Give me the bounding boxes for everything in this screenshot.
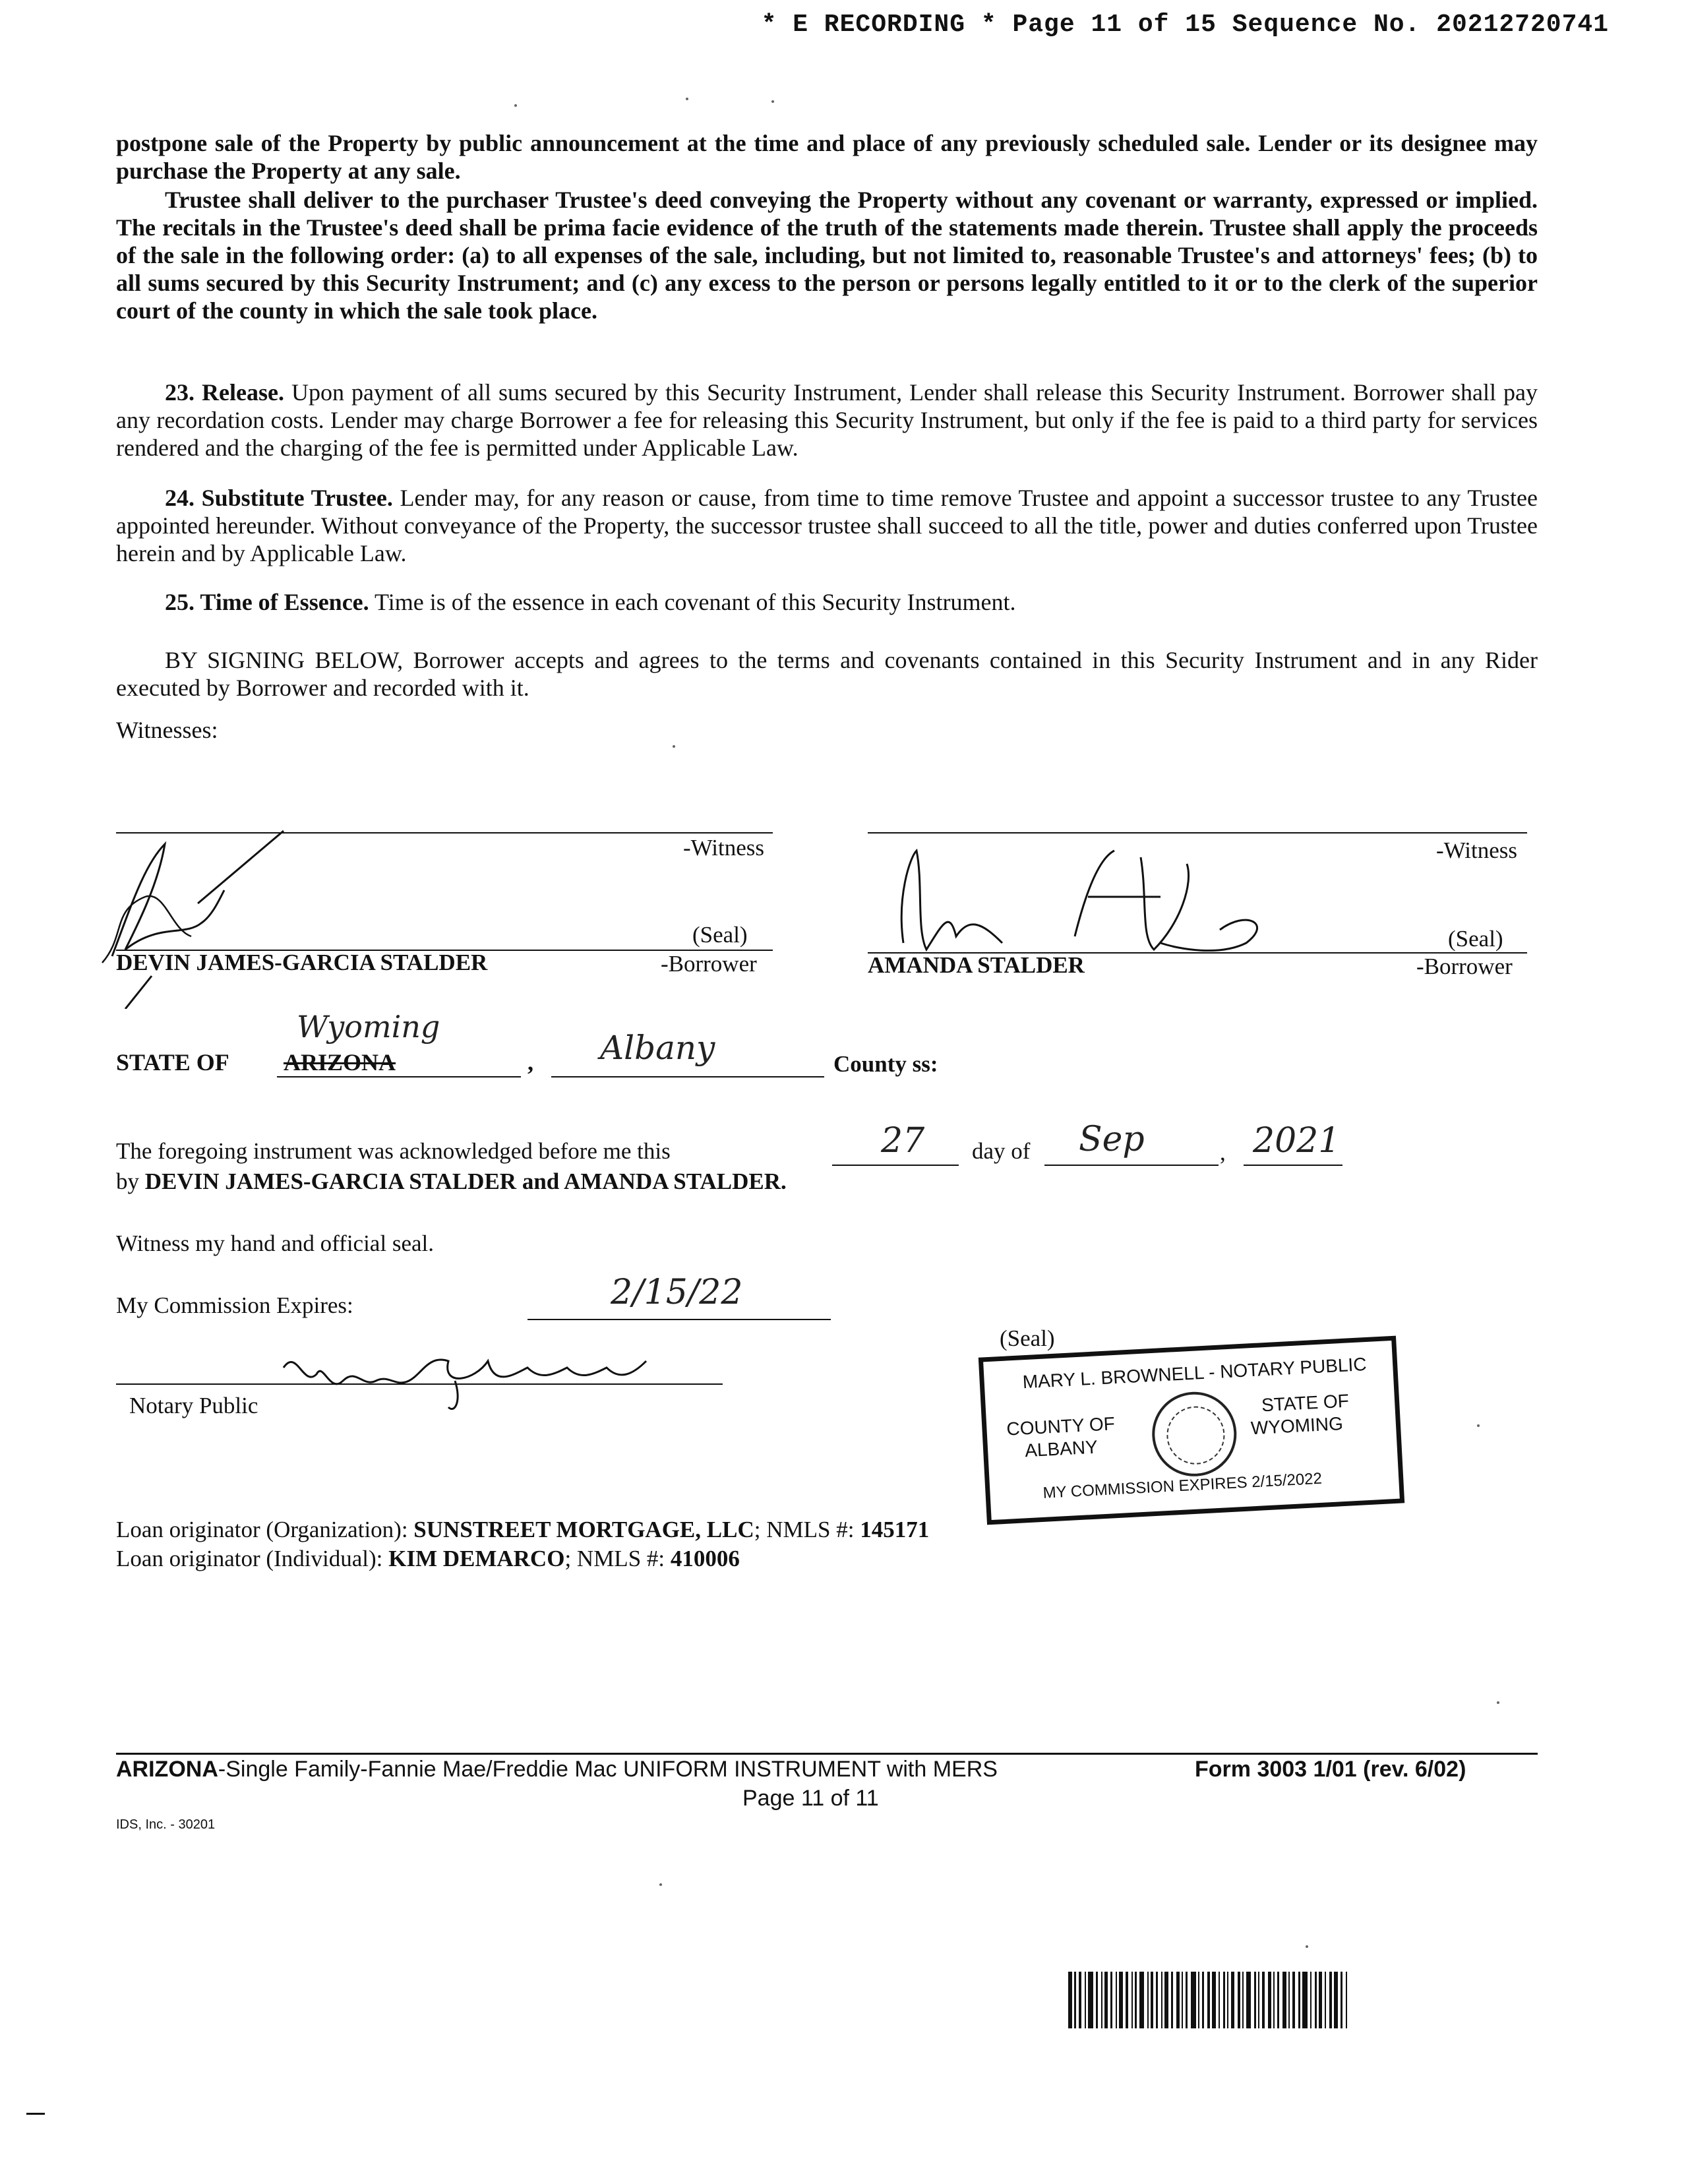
ack-day-of: day of <box>972 1138 1031 1164</box>
signature-devin-drawing <box>86 824 310 1009</box>
ack-day-line <box>832 1165 959 1166</box>
loan-org-label: Loan originator (Organization): <box>116 1517 408 1542</box>
barcode-bar <box>1079 1972 1081 2028</box>
barcode-bar <box>1325 1972 1326 2028</box>
ack-by-names: DEVIN JAMES-GARCIA STALDER and AMANDA STALDER. <box>144 1168 787 1194</box>
county-handwritten: Albany <box>600 1029 715 1067</box>
section-24-substitute-trustee <box>116 484 1538 567</box>
barcode-bar <box>1147 1972 1149 2028</box>
borrower-label-right: -Borrower <box>1416 954 1513 979</box>
loan-ind-nmls-label: ; NMLS #: <box>564 1546 665 1571</box>
footer-vendor: IDS, Inc. - 30201 <box>116 1817 216 1832</box>
witness-hand-seal: Witness my hand and official seal. <box>116 1230 434 1256</box>
scan-speck <box>673 745 675 748</box>
state-line <box>277 1076 521 1077</box>
ack-year-line <box>1244 1165 1342 1166</box>
borrower-name-amanda: AMANDA STALDER <box>868 952 1085 978</box>
barcode-bar <box>1151 1972 1153 2028</box>
section-25-heading: 25. Time of Essence. <box>165 589 369 615</box>
scan-speck <box>514 104 517 107</box>
barcode-bar <box>1292 1972 1295 2028</box>
barcode-bar <box>1238 1972 1240 2028</box>
county-ss-label: County ss: <box>833 1051 938 1077</box>
stamp-county-line1: COUNTY OF <box>1006 1413 1116 1440</box>
barcode-bar <box>1277 1972 1279 2028</box>
loan-ind-name: KIM DEMARCO <box>388 1546 565 1571</box>
paragraph-by-signing: BY SIGNING BELOW, Borrower accepts and agrees to the terms and covenants contained in this Security Instrument and in any Rider executed by Borrower and recorded with it. <box>116 647 1538 701</box>
barcode-bar <box>1319 1972 1322 2028</box>
paragraph-trustee-deed: Trustee shall deliver to the purchaser Trustee's deed conveying the Property without any covenant or warranty, expressed or implied. The recitals in the Trustee's deed shall be prima facie evidence of the truth of the statements made therein. Trustee shall apply the proceeds of the sale in the following order: (a) to all expenses of the sale, including, but not limited to, reasonable Trustee's and attorneys' fees; (b) to all sums secured by this Security Instrument; and (c) any excess to the person or persons legally entitled to it or to the clerk of the superior court of the county in which the sale took place. <box>116 187 1538 324</box>
notary-line <box>116 1383 723 1385</box>
section-23-heading: 23. Release. <box>165 379 284 406</box>
barcode-bar <box>1262 1972 1265 2028</box>
barcode-bar <box>1104 1972 1108 2028</box>
scan-speck <box>659 1883 662 1886</box>
footer-form-title <box>116 1757 998 1782</box>
section-23-release <box>116 379 1538 462</box>
stamp-county-line2: ALBANY <box>1024 1436 1099 1461</box>
witness-label-right: -Witness <box>1436 837 1518 863</box>
barcode-bar <box>1110 1972 1112 2028</box>
seal-label-right: (Seal) <box>1448 926 1503 952</box>
loan-originator-individual <box>116 1546 740 1572</box>
barcode-bar <box>1164 1972 1168 2028</box>
witnesses-label: Witnesses: <box>116 717 218 743</box>
witness-label-left: -Witness <box>683 835 765 861</box>
county-line <box>551 1076 824 1077</box>
barcode-bar <box>1302 1972 1308 2028</box>
notary-seal-emblem <box>1150 1390 1239 1479</box>
barcode-bar <box>1282 1972 1286 2028</box>
section-25-text: Time is of the essence in each covenant of this Security Instrument. <box>369 589 1016 615</box>
barcode-bar <box>1186 1972 1188 2028</box>
ack-month-handwritten: Sep <box>1079 1120 1145 1159</box>
barcode-bar <box>1182 1972 1183 2028</box>
ack-year-handwritten: 2021 <box>1253 1121 1341 1161</box>
barcode-bar <box>1242 1972 1244 2028</box>
loan-org-nmls-label: ; NMLS #: <box>754 1517 855 1542</box>
seal-label-left: (Seal) <box>692 922 748 948</box>
barcode-bar <box>1202 1972 1204 2028</box>
commission-expires-handwritten: 2/15/22 <box>611 1273 743 1312</box>
barcode-bar <box>1212 1972 1216 2028</box>
barcode-bar <box>1310 1972 1311 2028</box>
barcode-bar <box>1258 1972 1259 2028</box>
section-25-time-of-essence <box>116 588 1538 616</box>
stamp-seal-label: (Seal) <box>1000 1325 1055 1351</box>
borrower-name-devin: DEVIN JAMES-GARCIA STALDER <box>116 950 488 975</box>
footer-rule <box>116 1753 1538 1755</box>
barcode-bar <box>1254 1972 1256 2028</box>
scan-mark <box>26 2113 45 2115</box>
barcode-bar <box>1207 1972 1210 2028</box>
state-handwritten: Wyoming <box>297 1009 440 1045</box>
notary-public-label: Notary Public <box>129 1393 258 1418</box>
loan-ind-nmls: 410006 <box>670 1546 740 1571</box>
stamp-name-line: MARY L. BROWNELL - NOTARY PUBLIC <box>1022 1353 1368 1393</box>
commission-expires-label: My Commission Expires: <box>116 1292 353 1318</box>
barcode-bar <box>1334 1972 1338 2028</box>
footer-page-number: Page 11 of 11 <box>742 1786 879 1811</box>
ack-month-line <box>1044 1165 1219 1166</box>
barcode-bar <box>1119 1972 1123 2028</box>
barcode-bar <box>1191 1972 1196 2028</box>
section-24-text: Lender may, for any reason or cause, from time to time remove Trustee and appoint a successor trustee to any Trustee appointed hereunder. Without conveyance of the Property, the successor trustee shall succeed to all the title, power and duties conferred upon Trustee herein and by Applicable Law. <box>116 485 1538 566</box>
barcode-bar <box>1231 1972 1234 2028</box>
ack-day-handwritten: 27 <box>881 1121 925 1161</box>
barcode-bar <box>1156 1972 1158 2028</box>
barcode-bar <box>1273 1972 1275 2028</box>
notary-stamp <box>979 1336 1404 1525</box>
signature-notary-drawing <box>277 1335 673 1420</box>
ack-month-comma: , <box>1220 1139 1226 1165</box>
section-23-text: Upon payment of all sums secured by this Security Instrument, Lender shall release this Security Instrument. Borrower shall pay any recordation costs. Lender may charge Borrower a fee for releasing this Security Instrument, but only if the fee is paid to a third party for services rendered and the charging of the fee is permitted under Applicable Law. <box>116 379 1538 461</box>
barcode-bar <box>1135 1972 1137 2028</box>
loan-originator-organization <box>116 1517 929 1543</box>
barcode-bar <box>1329 1972 1332 2028</box>
footer-state: ARIZONA <box>116 1757 218 1782</box>
barcode-bar <box>1268 1972 1271 2028</box>
recording-header: * E RECORDING * Page 11 of 15 Sequence No. 20212720741 <box>761 11 1609 39</box>
stamp-state-line1: STATE OF <box>1261 1390 1350 1416</box>
scan-speck <box>771 100 774 103</box>
barcode-bar <box>1288 1972 1290 2028</box>
barcode-bar <box>1341 1972 1342 2028</box>
loan-ind-label: Loan originator (Individual): <box>116 1546 383 1571</box>
footer-form-desc: -Single Family-Fannie Mae/Freddie Mac UNIFORM INSTRUMENT with MERS <box>218 1757 998 1782</box>
state-printed-crossed: ARIZONA <box>284 1049 396 1076</box>
commission-line <box>528 1319 831 1320</box>
barcode-bar <box>1161 1972 1162 2028</box>
witness-line-right <box>868 832 1527 834</box>
state-county-comma: , <box>528 1049 533 1076</box>
barcode-bar <box>1096 1972 1098 2028</box>
document-barcode <box>1068 1972 1523 2028</box>
barcode-bar <box>1198 1972 1199 2028</box>
loan-org-nmls: 145171 <box>860 1517 930 1542</box>
barcode-bar <box>1219 1972 1220 2028</box>
scan-speck <box>1477 1424 1480 1427</box>
barcode-bar <box>1223 1972 1225 2028</box>
acknowledgment-line2 <box>116 1168 787 1195</box>
barcode-bar <box>1227 1972 1228 2028</box>
barcode-bar <box>1088 1972 1093 2028</box>
barcode-bar <box>1085 1972 1086 2028</box>
scan-speck <box>686 98 688 100</box>
scan-speck <box>1497 1701 1499 1704</box>
barcode-bar <box>1101 1972 1102 2028</box>
section-24-heading: 24. Substitute Trustee. <box>165 485 393 511</box>
barcode-bar <box>1346 1972 1347 2028</box>
barcode-bar <box>1298 1972 1300 2028</box>
barcode-bar <box>1139 1972 1144 2028</box>
barcode-bar <box>1315 1972 1317 2028</box>
barcode-bar <box>1246 1972 1251 2028</box>
barcode-bar <box>1074 1972 1076 2028</box>
acknowledgment-line1: The foregoing instrument was acknowledged before me this <box>116 1138 671 1164</box>
barcode-bar <box>1171 1972 1173 2028</box>
barcode-bar <box>1116 1972 1117 2028</box>
stamp-state-line2: WYOMING <box>1250 1412 1344 1439</box>
ack-by-prefix: by <box>116 1168 139 1194</box>
barcode-bar <box>1126 1972 1128 2028</box>
footer-form-number: Form 3003 1/01 (rev. 6/02) <box>1195 1757 1466 1782</box>
paragraph-sale-continued: postpone sale of the Property by public announcement at the time and place of any previously scheduled sale. Lender or its designee may purchase the Property at any sale. <box>116 130 1538 184</box>
loan-org-name: SUNSTREET MORTGAGE, LLC <box>413 1517 754 1542</box>
stamp-expires-line: MY COMMISSION EXPIRES 2/15/2022 <box>1042 1469 1323 1502</box>
barcode-bar <box>1176 1972 1180 2028</box>
state-of-label: STATE OF <box>116 1049 229 1076</box>
scan-speck <box>1306 1945 1308 1948</box>
barcode-bar <box>1131 1972 1133 2028</box>
borrower-label-left: -Borrower <box>661 951 757 977</box>
barcode-bar <box>1068 1972 1072 2028</box>
